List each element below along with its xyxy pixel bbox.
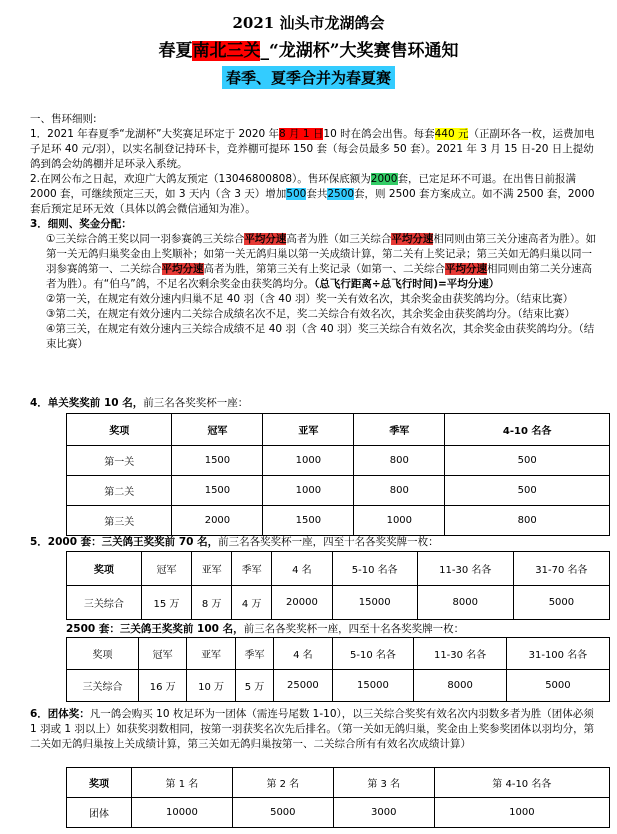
table-header: 奖项 bbox=[67, 552, 142, 586]
table-header: 11-30 名各 bbox=[414, 638, 506, 670]
section-5b-heading: 2500 套：三关鸽王奖奖前 100 名，前三名各奖奖杯一座，四至十名各奖奖牌一枚： bbox=[66, 623, 465, 635]
table-header: 4-10 名各 bbox=[445, 414, 610, 446]
rule-3-2: ②第一关，在规定有效分速内归巢不足 40 羽（含 40 羽）奖一关有效名次，其余奖金由获奖鸽均分。（结束比赛） bbox=[46, 293, 574, 305]
section-5-heading: 5．2000 套：三关鸽王奖奖前 70 名，前三名各奖奖杯一座，四至十名各奖奖牌一枚： bbox=[30, 536, 439, 548]
table-row: 三关综合 15 万 8 万 4 万 20000 15000 8000 5000 bbox=[67, 586, 610, 620]
table-row: 三关综合 16 万 10 万 5 万 25000 15000 8000 5000 bbox=[67, 670, 610, 702]
table-header: 冠军 bbox=[172, 414, 263, 446]
table-header: 季军 bbox=[354, 414, 445, 446]
table-header: 11-30 名各 bbox=[417, 552, 513, 586]
table-header: 4 名 bbox=[272, 552, 333, 586]
table-header: 第 2 名 bbox=[232, 768, 333, 798]
section-1-heading: 一、售环细则: bbox=[30, 113, 97, 125]
section-4-heading: 4．单关奖奖前 10 名，前三名各奖奖杯一座： bbox=[30, 397, 249, 409]
rule-1: 1．2021 年春夏季“龙湖杯”大奖赛足环定于 2020 年8 月 1 日10 时在鸽会出售。每套440 元（正副环各一枚，运费加电子足环 40 元/羽），以实名制登记持环卡，竞养棚可提环 150 套（每会员最多 50 套）。2021 年 3 月 15 日-20 日上提幼鸽到鸽会幼鸽棚并足环录入系统。 bbox=[30, 128, 595, 170]
page-title: 2021 汕头市龙湖鸽会 bbox=[232, 14, 385, 32]
table-row: 团体 10000 5000 3000 1000 bbox=[67, 798, 610, 828]
table-header: 亚军 bbox=[187, 638, 235, 670]
table-header: 奖项 bbox=[67, 768, 132, 798]
section-6: 6．团体奖：凡一鸽会购买 10 枚足环为一团体（需连号尾数 1-10），以三关综合奖奖有效名次内羽数多者为胜（团体必须 1 羽或 1 羽以上）如获奖羽数相同，按第一羽获奖名次先后排名。（第一关如无鸽归巢，奖金由上奖参奖团体以羽均分，第二关如无鸽归巢按上关成绩计算，第三关如无鸽归巢按第一、二关综合所有有效名次成绩计算） bbox=[30, 708, 595, 750]
table-header: 奖项 bbox=[67, 414, 172, 446]
table-row: 第二关 1500 1000 800 500 bbox=[67, 476, 610, 506]
rule-2: 2.在网公布之日起，欢迎广大鸽友预定（13046800808）。售环保底额为2000套，已定足环不可退。在出售日前报满 2000 套，可继续预定三天，如 3 天内（含 3 天）增加500套共2500套，则 2500 套方案成立。如不满 2500 套，2000 套后预定足环无效（具体以鸽会微信通知为准）。 bbox=[30, 173, 595, 215]
rule-3-4: ④第三关，在规定有效分速内三关综合成绩不足 40 羽（含 40 羽）奖三关综合有效名次，其余奖金由获奖鸽均分。（结束比赛） bbox=[46, 323, 595, 350]
table-header: 第 1 名 bbox=[131, 768, 232, 798]
table-header: 31-70 名各 bbox=[513, 552, 609, 586]
table-header: 冠军 bbox=[141, 552, 191, 586]
table-header: 冠军 bbox=[138, 638, 186, 670]
sale-rules-section bbox=[30, 112, 600, 352]
table-header: 季军 bbox=[232, 552, 272, 586]
subtitle-part-1: 春夏 bbox=[158, 41, 193, 61]
team-prize-table bbox=[66, 767, 610, 828]
subtitle-part-2: _“龙湖杯”大奖赛售环通知 bbox=[260, 41, 459, 61]
combined-2000-prize-table bbox=[66, 551, 610, 620]
table-header: 4 名 bbox=[274, 638, 332, 670]
season-banner: 春季、夏季合并为春夏赛 bbox=[222, 66, 395, 89]
table-header: 亚军 bbox=[263, 414, 354, 446]
table-header: 亚军 bbox=[192, 552, 232, 586]
table-header: 奖项 bbox=[67, 638, 139, 670]
table-header: 5-10 名各 bbox=[332, 552, 417, 586]
table-header: 5-10 名各 bbox=[332, 638, 414, 670]
combined-2500-prize-table bbox=[66, 637, 610, 702]
table-header: 季军 bbox=[235, 638, 274, 670]
table-header: 31-100 名各 bbox=[506, 638, 609, 670]
section-3-heading: 3．细则、奖金分配： bbox=[30, 218, 132, 230]
page-subtitle bbox=[0, 36, 617, 61]
table-row: 第一关 1500 1000 800 500 bbox=[67, 446, 610, 476]
table-row: 第三关 2000 1500 1000 800 bbox=[67, 506, 610, 536]
rule-3-1: ①三关综合鸽王奖以同一羽参赛鸽三关综合平均分速高者为胜（如三关综合平均分速相同则由第三关分速高者为胜）。如第一关无鸽归巢奖金由上奖顺补；如第一关无鸽归巢以第一关成绩计算，第二关有上奖记录；第三关如无鸽归巢以同一羽参赛鸽第一、二关综合平均分速高者为胜，第第三关有上奖记录（如第一、二关综合平均分速相同则由第二关分速高者为胜）。有“伯乌”鸽，不足名次剩余奖金由获奖鸽均分。（总飞行距离÷总飞行时间)=平均分速） bbox=[46, 233, 597, 290]
table-header: 第 3 名 bbox=[333, 768, 434, 798]
single-stage-prize-table bbox=[66, 413, 610, 536]
subtitle-highlight: 南北三关 bbox=[192, 41, 261, 61]
rule-3-3: ③第二关，在规定有效分速内二关综合成绩名次不足，奖二关综合有效名次，其余奖金由获奖鸽均分。（结束比赛） bbox=[46, 308, 576, 320]
table-header: 第 4-10 名各 bbox=[434, 768, 609, 798]
